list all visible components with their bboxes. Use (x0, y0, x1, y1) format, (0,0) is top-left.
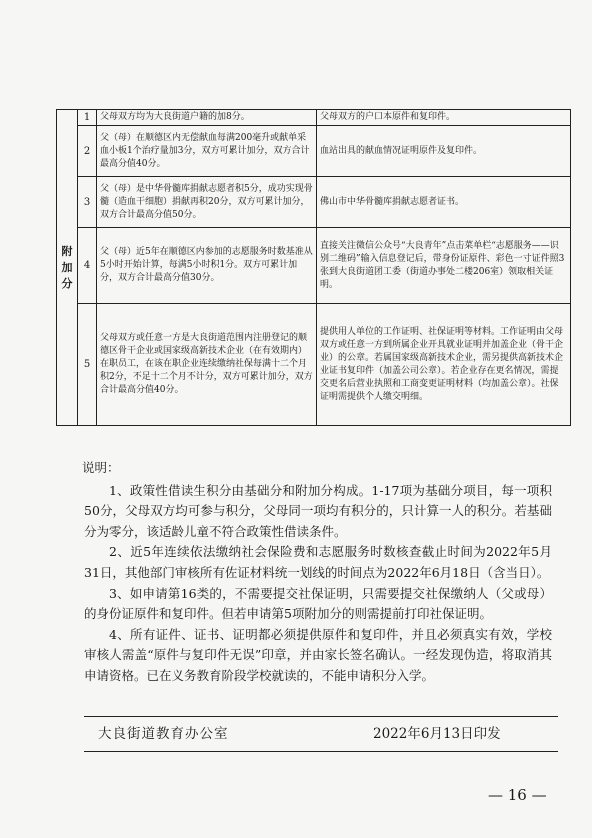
materials-cell: 血站出具的献血情况证明原件及复印件。 (317, 126, 571, 177)
condition-cell: 父母双方均为大良街道户籍的加8分。 (97, 110, 317, 126)
table-row (57, 110, 571, 126)
row-number: 3 (78, 177, 97, 228)
explanation-heading: 说明： (82, 460, 120, 475)
category-cell: 附加分 (57, 110, 78, 426)
table-row (57, 304, 571, 426)
condition-cell: 父（母）是中华骨髓库捐献志愿者积5分，成功实现骨髓（造血干细胞）捐献再积20分，双方可累计加分，双方合计最高分值50分。 (97, 177, 317, 228)
row-number: 2 (78, 126, 97, 177)
explanation-item: 2、近5年连续依法缴纳社会保险费和志愿服务时数核查截止时间为2022年5月31日，其他部门审核所有佐证材料统一划线的时间点为2022年6月18日（含当日）。 (84, 544, 552, 580)
footer-bottom-rule (84, 751, 558, 752)
condition-cell: 父（母）近5年在顺德区内参加的志愿服务时数基准从5小时开始计算，每满5小时积1分。双方可累计加分，双方合计最高分值30分。 (97, 228, 317, 304)
table-row (57, 177, 571, 228)
condition-cell: 父母双方或任意一方是大良街道范围内注册登记的顺德区骨干企业或国家级高新技术企业（在有效期内）在职员工，在该在职企业连续缴纳社保每满十二个月积2分，不足十二个月不计分，双方可累计加分，双方合计最高分值40分。 (97, 304, 317, 426)
table-row (57, 228, 571, 304)
condition-cell: 父（母）在顺德区内无偿献血每满200毫升或献单采血小板1个治疗量加3分，双方可累计加分，双方合计最高分值40分。 (97, 126, 317, 177)
explanation-section (84, 458, 552, 687)
materials-cell: 佛山市中华骨髓库捐献志愿者证书。 (317, 177, 571, 228)
page-number: — 16 — (488, 786, 547, 804)
footer-top-rule (84, 716, 558, 717)
bonus-points-table (56, 109, 571, 426)
explanation-item: 1、政策性借读生积分由基础分和附加分构成。1-17项为基础分项目，每一项积50分，父母双方均可参与积分，父母同一项均有积分的，只计算一人的积分。若基础分为零分，该适龄儿童不符合政策性借读条件。 (84, 482, 552, 539)
materials-cell: 父母双方的户口本原件和复印件。 (317, 110, 571, 126)
table-row (57, 126, 571, 177)
materials-cell: 提供用人单位的工作证明、社保证明等材料。工作证明由父母双方或任意一方到所属企业开具就业证明并加盖企业（骨干企业）的公章。若属国家级高新技术企业，需另提供高新技术企业证书复印件（加盖公司公章）。若企业存在更名情况，需提交更名后营业执照和工商变更证明材料（均加盖公章）。社保证明需提供个人缴交明细。 (317, 304, 571, 426)
issuing-office: 大良街道教育办公室 (98, 726, 229, 742)
explanation-item: 4、所有证件、证书、证明都必须提供原件和复印件，并且必须真实有效，学校审核人需盖“原件与复印件无误”印章，并由家长签名确认。一经发现伪造，将取消其申请资格。已在义务教育阶段学校就读的，不能申请积分入学。 (84, 626, 552, 683)
issue-date: 2022年6月13日印发 (373, 726, 501, 742)
row-number: 4 (78, 228, 97, 304)
explanation-item: 3、如申请第16类的，不需要提交社保证明，只需要提交社保缴纳人（父或母）的身份证原件和复印件。但若申请第5项附加分的则需提前打印社保证明。 (84, 585, 552, 622)
row-number: 5 (78, 304, 97, 426)
row-number: 1 (78, 110, 97, 126)
materials-cell: 直接关注微信公众号“大良青年”点击菜单栏“志愿服务——识别二维码”输入信息登记后，带身份证原件、彩色一寸证件照3张到大良街道团工委（街道办事处二楼206室）领取相关证明。 (317, 228, 571, 304)
